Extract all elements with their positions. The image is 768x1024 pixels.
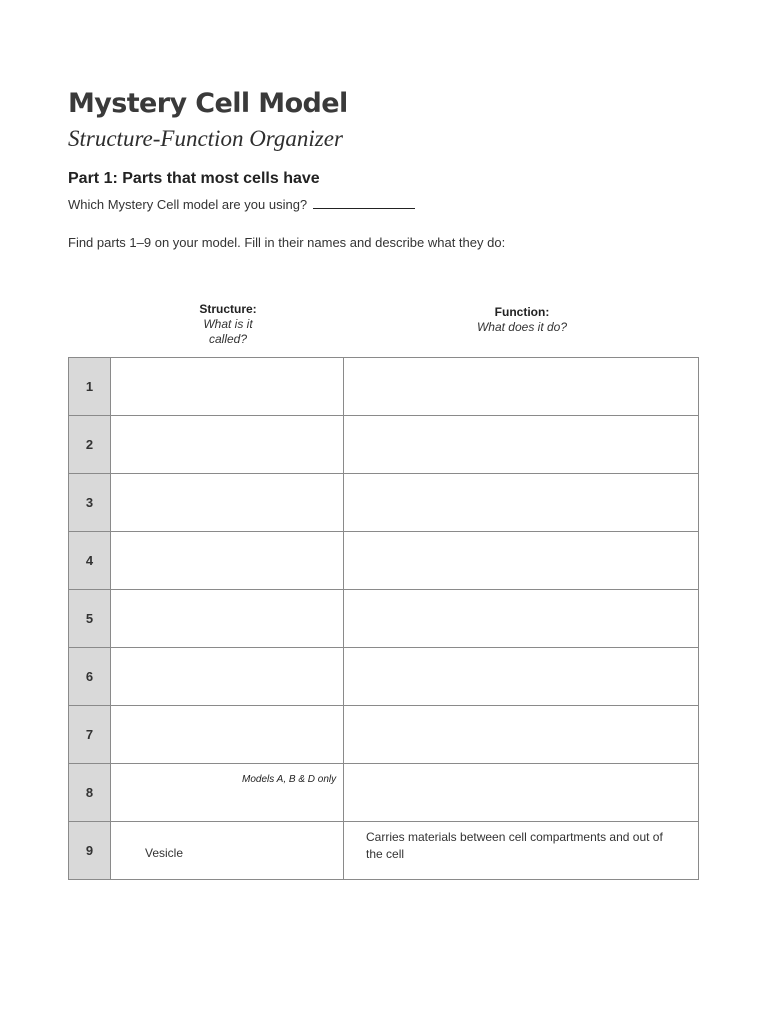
- row-number: 4: [69, 532, 111, 590]
- part-heading: Part 1: Parts that most cells have: [68, 170, 320, 187]
- structure-cell[interactable]: [111, 648, 344, 706]
- table-row: [69, 474, 699, 532]
- table-row: [69, 822, 699, 880]
- function-cell[interactable]: [344, 648, 699, 706]
- row-number: 3: [69, 474, 111, 532]
- model-question: [68, 196, 415, 212]
- page-subtitle: Structure-Function Organizer: [68, 126, 343, 151]
- table-row: [69, 532, 699, 590]
- instructions: Find parts 1–9 on your model. Fill in their names and describe what they do:: [68, 235, 506, 250]
- structure-header-label: Structure:: [199, 302, 257, 316]
- structure-column-header: [188, 302, 268, 347]
- structure-cell[interactable]: [111, 358, 344, 416]
- page-title: Mystery Cell Model: [68, 88, 348, 119]
- function-header-subtitle: What does it do?: [476, 320, 568, 334]
- structure-cell[interactable]: [111, 764, 344, 822]
- row-number: 2: [69, 416, 111, 474]
- table-row: [69, 764, 699, 822]
- function-cell[interactable]: [344, 416, 699, 474]
- table-row: [69, 706, 699, 764]
- function-cell[interactable]: [344, 532, 699, 590]
- table-row: [69, 416, 699, 474]
- row-number: 5: [69, 590, 111, 648]
- structure-cell[interactable]: [111, 822, 344, 880]
- structure-cell[interactable]: [111, 532, 344, 590]
- structure-cell[interactable]: [111, 706, 344, 764]
- table-row: [69, 358, 699, 416]
- function-cell[interactable]: [344, 474, 699, 532]
- row-number: 6: [69, 648, 111, 706]
- structure-cell[interactable]: [111, 416, 344, 474]
- function-cell[interactable]: [344, 822, 699, 880]
- model-answer-blank[interactable]: [313, 196, 415, 209]
- model-question-text: Which Mystery Cell model are you using?: [68, 197, 308, 212]
- function-value: Carries materials between cell compartments and out of the cell: [366, 830, 663, 861]
- table-row: [69, 648, 699, 706]
- model-availability-note: Models A, B & D only: [242, 774, 337, 785]
- structure-cell[interactable]: [111, 590, 344, 648]
- organizer-table: [68, 357, 699, 880]
- function-cell[interactable]: [344, 706, 699, 764]
- function-cell[interactable]: [344, 358, 699, 416]
- function-cell[interactable]: [344, 590, 699, 648]
- row-number: 1: [69, 358, 111, 416]
- function-header-label: Function:: [494, 305, 550, 319]
- structure-value: Vesicle: [145, 846, 184, 860]
- structure-header-subtitle: What is it called?: [203, 317, 253, 346]
- function-column-header: [470, 305, 574, 335]
- table-row: [69, 590, 699, 648]
- row-number: 7: [69, 706, 111, 764]
- function-cell[interactable]: [344, 764, 699, 822]
- row-number: 8: [69, 764, 111, 822]
- structure-cell[interactable]: [111, 474, 344, 532]
- row-number: 9: [69, 822, 111, 880]
